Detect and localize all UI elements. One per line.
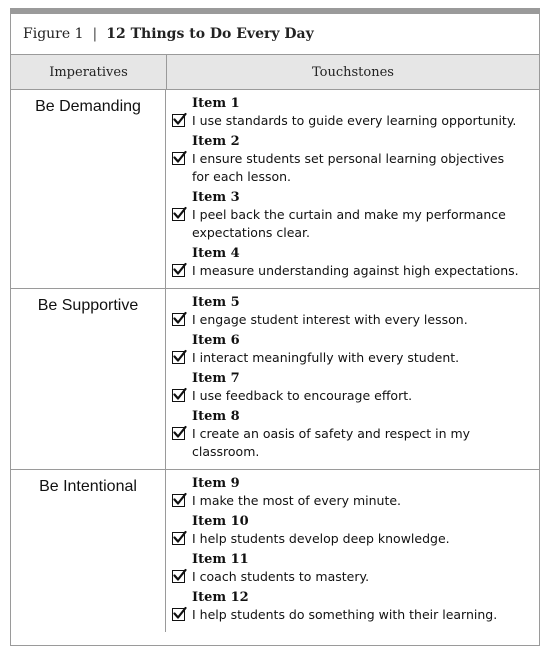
checkbox-checked-icon [172, 532, 185, 545]
item-text: I use feedback to encourage effort. [192, 388, 413, 403]
table-row [11, 470, 539, 632]
figure-label: Figure 1 [23, 26, 84, 42]
figure-title: 12 Things to Do Every Day [106, 26, 314, 42]
list-item [172, 246, 539, 280]
table-row [11, 289, 539, 470]
item-body [172, 530, 539, 548]
item-text: I engage student interest with every lesson. [192, 312, 468, 327]
table-header [11, 55, 539, 90]
item-body [172, 387, 539, 405]
caption-separator: | [92, 26, 98, 42]
checkbox-checked-icon [172, 570, 185, 583]
item-body [172, 425, 539, 461]
item-number: Item 7 [192, 371, 240, 386]
item-text: I help students do something with their learning. [192, 607, 498, 622]
item-number: Item 3 [192, 190, 240, 205]
item-body [172, 206, 539, 242]
item-number: Item 9 [192, 476, 240, 491]
figure-frame [10, 8, 540, 646]
item-body [172, 492, 539, 510]
item-text: I ensure students set personal learning objectives for each lesson. [192, 151, 505, 184]
column-header-touchstones: Touchstones [312, 64, 394, 80]
checkbox-checked-icon [172, 351, 185, 364]
list-item [172, 333, 539, 367]
column-header-imperatives: Imperatives [11, 55, 167, 89]
item-number: Item 4 [192, 246, 240, 261]
item-text: I interact meaningfully with every student. [192, 350, 460, 365]
item-number: Item 12 [192, 590, 249, 605]
item-body [172, 112, 539, 130]
checkbox-checked-icon [172, 264, 185, 277]
item-number: Item 2 [192, 134, 240, 149]
checkbox-checked-icon [172, 152, 185, 165]
item-body [172, 262, 539, 280]
item-number: Item 11 [192, 552, 249, 567]
list-item [172, 514, 539, 548]
checkbox-checked-icon [172, 427, 185, 440]
list-item [172, 409, 539, 461]
item-body [172, 311, 539, 329]
item-text: I peel back the curtain and make my performance expectations clear. [192, 207, 506, 240]
list-item [172, 96, 539, 130]
item-body [172, 606, 539, 624]
imperative-label: Be Intentional [11, 470, 166, 632]
item-number: Item 5 [192, 295, 240, 310]
imperative-label: Be Demanding [11, 90, 166, 288]
item-number: Item 6 [192, 333, 240, 348]
table-body [11, 90, 539, 632]
list-item [172, 476, 539, 510]
list-item [172, 371, 539, 405]
checkbox-checked-icon [172, 114, 185, 127]
item-body [172, 568, 539, 586]
item-number: Item 8 [192, 409, 240, 424]
item-text: I use standards to guide every learning opportunity. [192, 113, 517, 128]
touchstone-list [166, 90, 539, 288]
checkbox-checked-icon [172, 608, 185, 621]
imperative-label: Be Supportive [11, 289, 166, 469]
list-item [172, 295, 539, 329]
list-item [172, 190, 539, 242]
checkbox-checked-icon [172, 208, 185, 221]
touchstone-list [166, 289, 539, 469]
checkbox-checked-icon [172, 389, 185, 402]
item-text: I help students develop deep knowledge. [192, 531, 450, 546]
item-body [172, 349, 539, 367]
item-number: Item 1 [192, 96, 240, 111]
item-text: I coach students to mastery. [192, 569, 370, 584]
checkbox-checked-icon [172, 494, 185, 507]
item-body [172, 150, 539, 186]
list-item [172, 590, 539, 624]
checkbox-checked-icon [172, 313, 185, 326]
touchstone-list [166, 470, 539, 632]
table-row [11, 90, 539, 289]
item-text: I measure understanding against high expectations. [192, 263, 519, 278]
list-item [172, 134, 539, 186]
item-number: Item 10 [192, 514, 249, 529]
figure-caption [11, 14, 539, 55]
item-text: I create an oasis of safety and respect in my classroom. [192, 426, 471, 459]
item-text: I make the most of every minute. [192, 493, 402, 508]
list-item [172, 552, 539, 586]
